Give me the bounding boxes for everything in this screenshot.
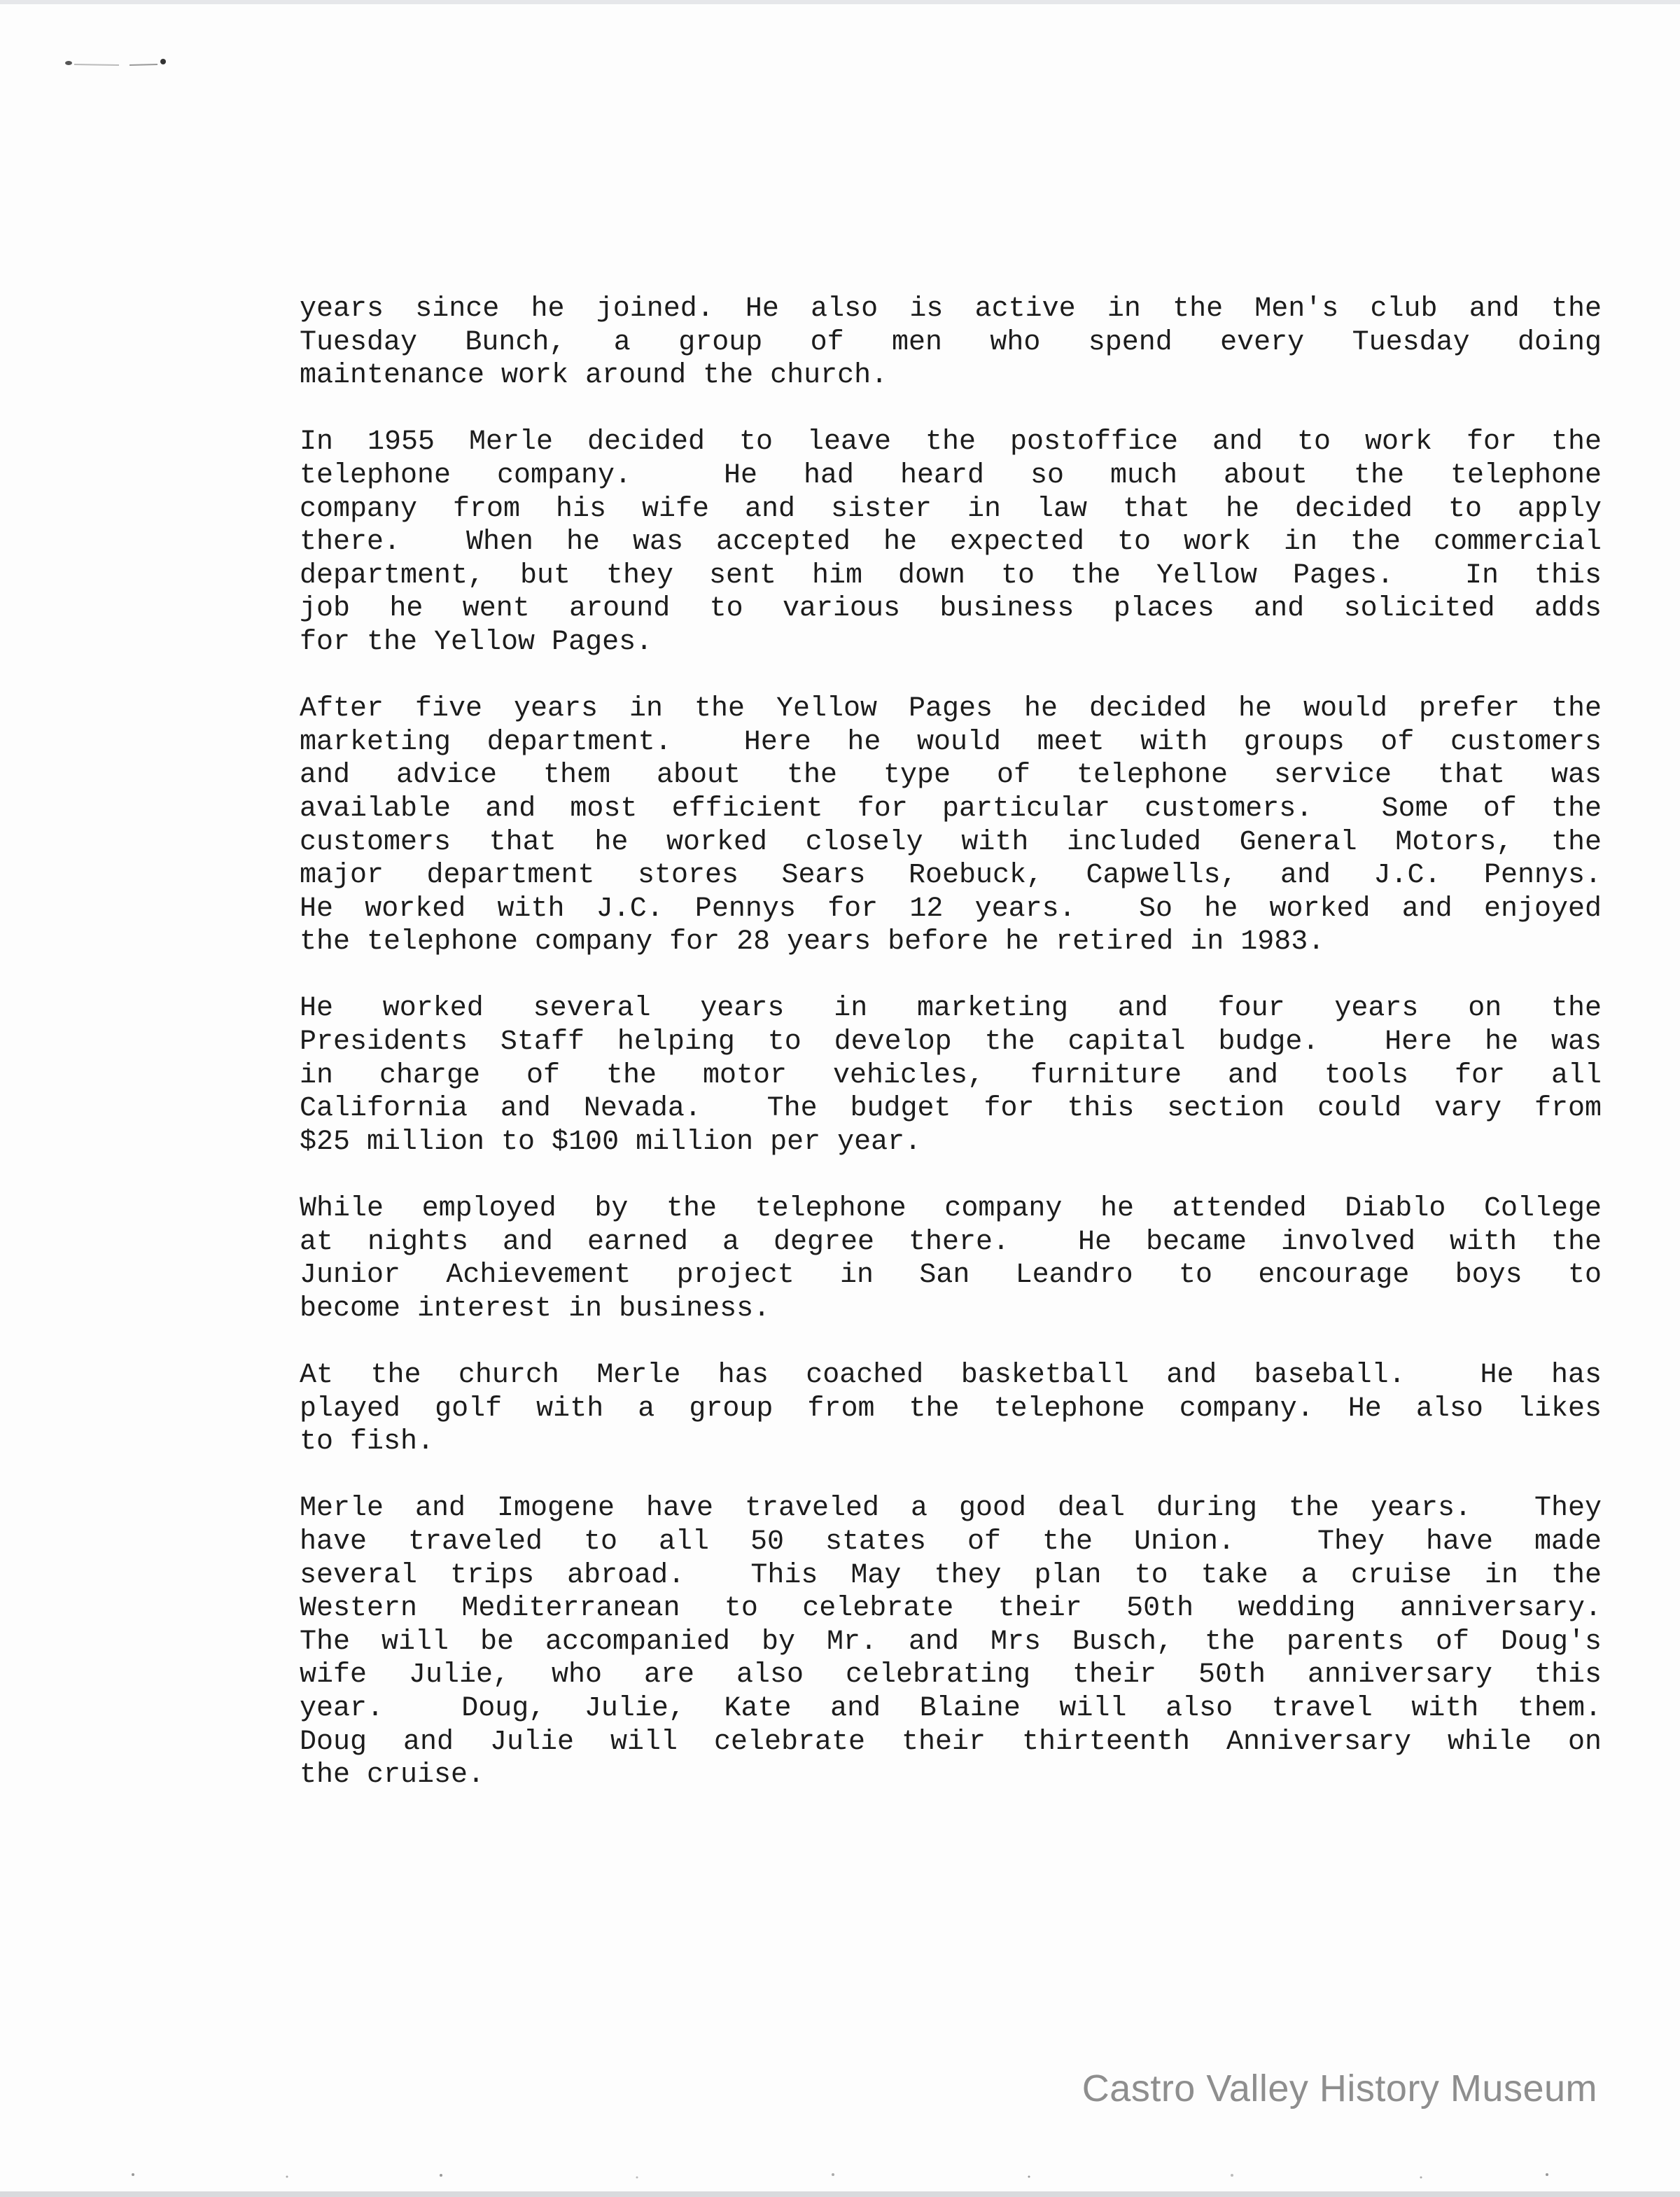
text-line: marketing department. Here he would meet with groups of customers: [300, 726, 1602, 758]
text-line: years since he joined. He also is active in the Men's club and the: [300, 293, 1602, 325]
paragraph: [300, 426, 1602, 659]
text-line: wife Julie, who are also celebrating their 50th anniversary this: [300, 1659, 1602, 1692]
text-line: Western Mediterranean to celebrate their 50th wedding anniversary.: [300, 1593, 1602, 1625]
text-line: at nights and earned a degree there. He became involved with the: [300, 1226, 1602, 1258]
text-line: customers that he worked closely with included General Motors, the: [300, 826, 1602, 858]
page-top-edge: [0, 0, 1680, 4]
text-line: year. Doug, Julie, Kate and Blaine will also travel with them.: [300, 1692, 1602, 1724]
text-line: Doug and Julie will celebrate their thirteenth Anniversary while on: [300, 1726, 1602, 1758]
paragraph: [300, 293, 1602, 393]
text-line: for the Yellow Pages.: [300, 626, 653, 658]
text-line: played golf with a group from the telephone company. He also likes: [300, 1393, 1602, 1425]
text-line: While employed by the telephone company he attended Diablo College: [300, 1193, 1602, 1225]
scan-dust-speckles: [105, 2170, 1575, 2182]
text-line: He worked several years in marketing and four years on the: [300, 993, 1602, 1025]
text-line: company from his wife and sister in law that he decided to apply: [300, 493, 1602, 525]
text-line: major department stores Sears Roebuck, Capwells, and J.C. Pennys.: [300, 860, 1602, 892]
scan-artifact-mark: [63, 59, 168, 69]
text-line: to fish.: [300, 1426, 435, 1458]
text-line: the cruise.: [300, 1759, 485, 1792]
text-line: several trips abroad. This May they plan to take a cruise in the: [300, 1559, 1602, 1591]
text-line: there. When he was accepted he expected to work in the commercial: [300, 526, 1602, 559]
text-line: department, but they sent him down to the Yellow Pages. In this: [300, 559, 1602, 592]
paragraph: [300, 1359, 1602, 1459]
text-line: in charge of the motor vehicles, furniture and tools for all: [300, 1059, 1602, 1091]
paragraph: [300, 1192, 1602, 1325]
paragraph: [300, 692, 1602, 959]
text-line: have traveled to all 50 states of the Union. They have made: [300, 1526, 1602, 1558]
text-line: The will be accompanied by Mr. and Mrs Busch, the parents of Doug's: [300, 1626, 1602, 1658]
paragraph: [300, 1492, 1602, 1792]
text-line: the telephone company for 28 years before he retired in 1983.: [300, 926, 1325, 958]
page-bottom-edge: [0, 2191, 1680, 2197]
text-line: He worked with J.C. Pennys for 12 years. So he worked and enjoyed: [300, 893, 1602, 925]
text-line: California and Nevada. The budget for this section could vary from: [300, 1093, 1602, 1125]
text-line: become interest in business.: [300, 1292, 771, 1325]
paragraph: [300, 992, 1602, 1159]
document-body: [300, 293, 1602, 1825]
text-line: and advice them about the type of telephone service that was: [300, 760, 1602, 792]
text-line: Junior Achievement project in San Leandro to encourage boys to: [300, 1260, 1602, 1292]
text-line: job he went around to various business places and solicited adds: [300, 593, 1602, 625]
text-line: telephone company. He had heard so much about the telephone: [300, 459, 1602, 491]
text-line: Merle and Imogene have traveled a good deal during the years. They: [300, 1493, 1602, 1525]
text-line: maintenance work around the church.: [300, 360, 888, 392]
text-line: After five years in the Yellow Pages he decided he would prefer the: [300, 693, 1602, 725]
text-line: $25 million to $100 million per year.: [300, 1126, 922, 1158]
museum-watermark: Castro Valley History Museum: [1082, 2067, 1597, 2109]
text-line: At the church Merle has coached basketball and baseball. He has: [300, 1360, 1602, 1391]
text-line: Tuesday Bunch, a group of men who spend every Tuesday doing: [300, 326, 1602, 358]
text-line: available and most efficient for particular customers. Some of the: [300, 793, 1602, 825]
text-line: Presidents Staff helping to develop the capital budge. Here he was: [300, 1026, 1602, 1059]
text-line: In 1955 Merle decided to leave the postoffice and to work for the: [300, 426, 1602, 459]
